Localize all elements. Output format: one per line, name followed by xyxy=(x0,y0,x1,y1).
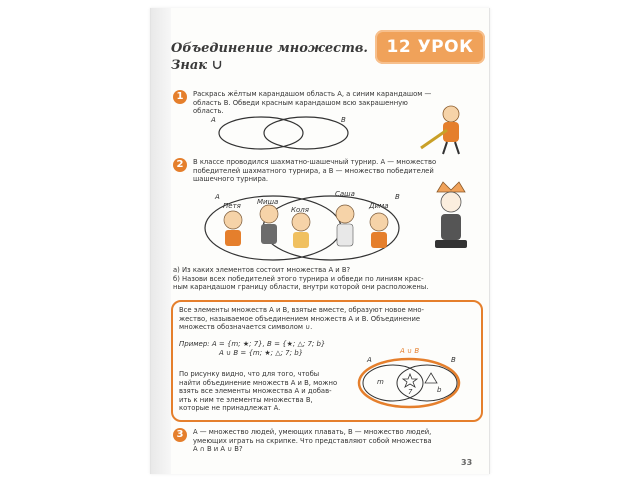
task2-set-a-label: A xyxy=(215,193,220,201)
definition-para-line3: взять все элементы множества A и добав- xyxy=(179,387,332,396)
task2-line3: шашечного турнира. xyxy=(193,175,269,184)
child-name-sasha: Саша xyxy=(335,190,355,198)
task1-set-a-label: A xyxy=(211,116,216,124)
child-name-petya: Петя xyxy=(223,202,241,210)
task2-line1: В классе проводился шахматно-шашечный турнир. A — множество xyxy=(193,158,437,166)
venn-element-b: b xyxy=(437,386,442,394)
task3-line2: умеющих играть на скрипке. Что представляют собой множества xyxy=(193,436,432,445)
task1-number: 1 xyxy=(173,90,187,104)
task1-set-b-label: B xyxy=(341,116,346,124)
venn-element-7: 7 xyxy=(408,388,413,396)
union-venn-diagram xyxy=(151,8,489,474)
union-outline xyxy=(359,359,459,407)
task1-line2: область B. Обведи красным карандашом всю закрашенную область. xyxy=(193,98,408,116)
task3-number: 3 xyxy=(173,428,187,442)
union-ellipse-a xyxy=(363,365,423,401)
task2-question-b-line2: ным карандашом границу области, внутри которой они расположены. xyxy=(173,283,429,292)
lesson-badge-label: 12 УРОК xyxy=(386,37,474,57)
definition-set-a-label: A xyxy=(367,356,372,364)
task2-question-a: а) Из каких элементов состоит множества A и B? xyxy=(173,266,351,274)
definition-para-line5: которые не принадлежат A. xyxy=(179,404,281,413)
task2-number: 2 xyxy=(173,158,187,172)
task3-line3: A ∩ B и A ∪ B? xyxy=(193,445,243,454)
triangle-element-icon xyxy=(425,373,437,383)
definition-para-line1: По рисунку видно, что для того, чтобы xyxy=(179,370,320,378)
child-name-kolya: Коля xyxy=(291,206,309,214)
task2-question-b-line1: б) Назови всех победителей этого турнира и обведи по линиям крас- xyxy=(173,274,424,283)
star-element-icon xyxy=(403,374,417,387)
child-name-misha: Миша xyxy=(257,198,279,206)
definition-para-line4: ить к ним те элементы множества B, xyxy=(179,395,313,404)
task3-text xyxy=(193,428,477,454)
definition-example-line2: A ∪ B = {m; ★; △; 7; b} xyxy=(219,348,304,357)
page-number: 33 xyxy=(461,458,473,467)
child-name-dima: Дима xyxy=(369,202,389,210)
task3-line1: A — множество людей, умеющих плавать, B — множество людей, xyxy=(193,428,432,436)
venn-element-m: m xyxy=(377,378,384,386)
definition-line1: Все элементы множеств A и B, взятые вместе, образуют новое мно- xyxy=(179,306,424,314)
topic-title-line1: Объединение множеств. xyxy=(171,41,368,56)
definition-line3: множеств обозначается символом ∪. xyxy=(179,323,313,332)
definition-example-line1: Пример: A = {m; ★; 7}, B = {★; △; 7; b} xyxy=(179,340,326,348)
textbook-page xyxy=(150,8,490,474)
topic-title-line2: Знак ∪ xyxy=(171,58,223,73)
definition-para-line2: найти объединение множеств A и B, можно xyxy=(179,378,338,387)
task1-line1: Раскрась жёлтым карандашом область A, а синим карандашом — xyxy=(193,90,432,98)
definition-line2: жество, называемое объединением множеств A и B. Объединение xyxy=(179,314,421,323)
task2-set-b-label: B xyxy=(395,193,400,201)
definition-set-b-label: B xyxy=(451,356,456,364)
union-label: A ∪ B xyxy=(400,347,420,355)
task2-line2: победителей шахматного турнира, а B — множество победителей xyxy=(193,166,434,175)
